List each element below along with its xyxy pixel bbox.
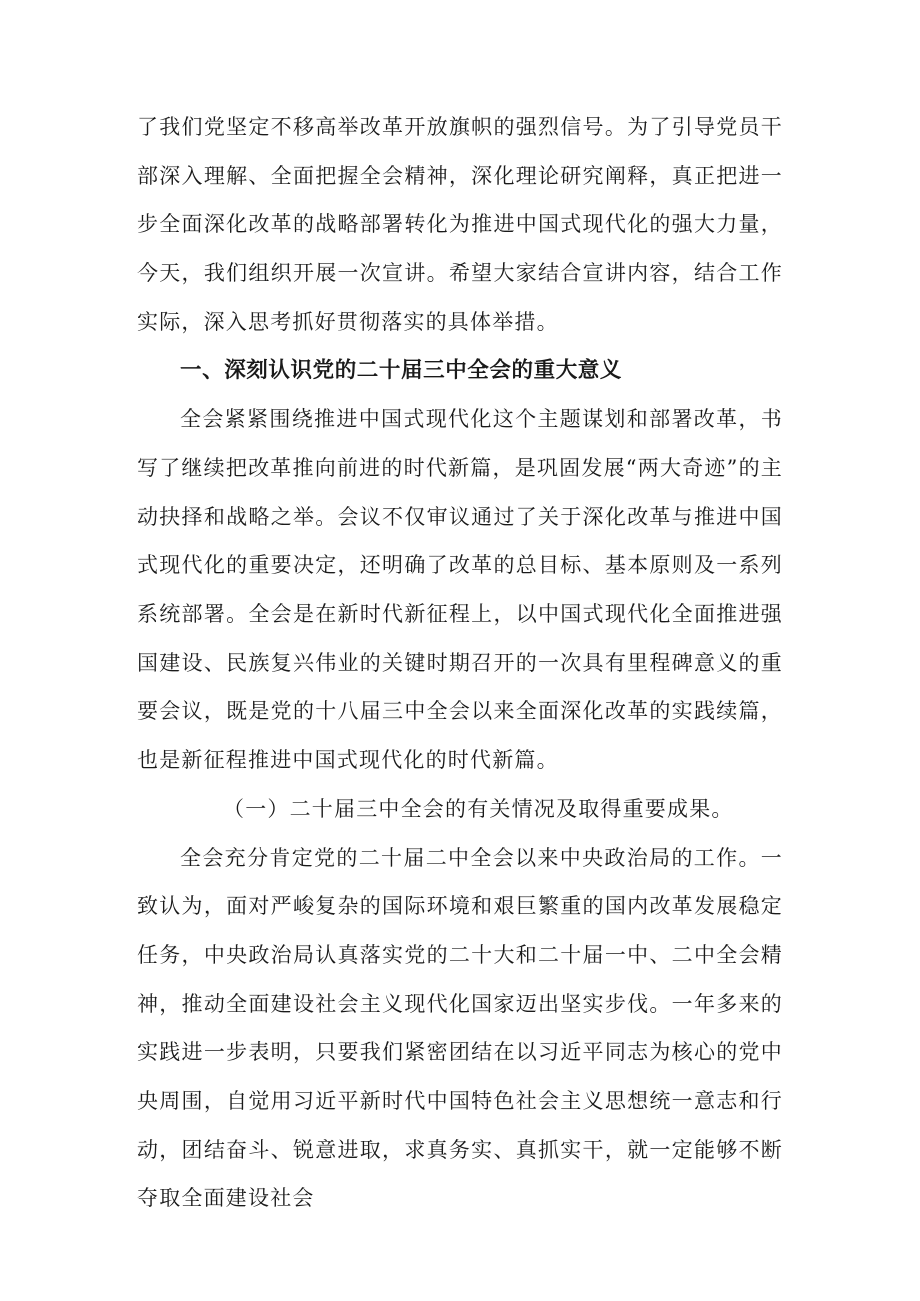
paragraph-significance: 全会紧紧围绕推进中国式现代化这个主题谋划和部署改革，书写了继续把改革推向前进的时代新篇，是巩固发展“两大奇迹”的主动抉择和战略之举。会议不仅审议通过了关于深化改革与推进中国式现代化的重要决定，还明确了改革的总目标、基本原则及一系列系统部署。全会是在新时代新征程上，以中国式现代化全面推进强国建设、民族复兴伟业的关键时期召开的一次具有里程碑意义的重要会议，既是党的十八届三中全会以来全面深化改革的实践续篇，也是新征程推进中国式现代化的时代新篇。 — [137, 407, 783, 773]
section-heading-1: 一、深刻认识党的二十届三中全会的重大意义 — [180, 357, 623, 383]
subsection-heading-1: （一）二十届三中全会的有关情况及取得重要成果。 — [223, 796, 734, 821]
paragraph-continuation: 了我们党坚定不移高举改革开放旗帜的强烈信号。为了引导党员干部深入理解、全面把握全会精神，深化理论研究阐释，真正把进一步全面深化改革的战略部署转化为推进中国式现代化的强大力量，今天，我们组织开展一次宣讲。希望大家结合宣讲内容，结合工作实际，深入思考抓好贯彻落实的具体举措。 — [137, 115, 783, 334]
paragraph-plenary-affirmation: 全会充分肯定党的二十届二中全会以来中央政治局的工作。一致认为，面对严峻复杂的国际环境和艰巨繁重的国内改革发展稳定任务，中央政治局认真落实党的二十大和二十届一中、二中全会精神，推动全面建设社会主义现代化国家迈出坚实步伐。一年多来的实践进一步表明，只要我们紧密团结在以习近平同志为核心的党中央周围，自觉用习近平新时代中国特色社会主义思想统一意志和行动，团结奋斗、锐意进取，求真务实、真抓实干，就一定能够不断夺取全面建设社会 — [137, 845, 783, 1211]
document-body — [137, 103, 783, 1223]
